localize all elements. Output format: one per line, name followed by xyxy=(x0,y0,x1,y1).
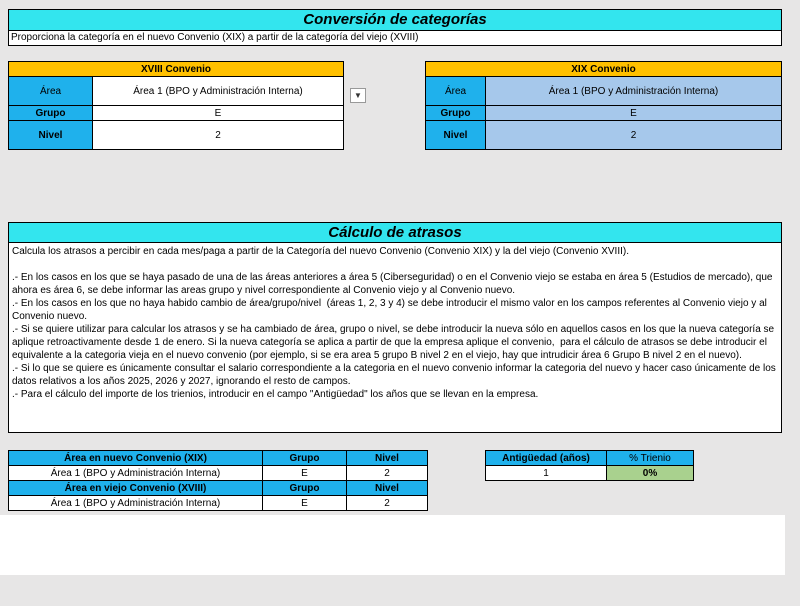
new-grupo-input[interactable]: E xyxy=(263,466,347,481)
conversion-title: Conversión de categorías xyxy=(8,9,782,31)
new-convenio-header: XIX Convenio xyxy=(426,62,782,77)
atrasos-title: Cálculo de atrasos xyxy=(8,222,782,243)
new-grupo-label: Grupo xyxy=(426,106,486,121)
area-dropdown-button[interactable] xyxy=(350,88,366,103)
instruction-paragraph: .- Si lo que se quiere es únicamente consultar el salario correspondiente a la categoria en el nuevo convenio informar la categoria del nuevo y hacer caso únicamente de los datos relativos a los años 2025, 2026 y 2027, ignorando el resto de campos. xyxy=(12,363,779,387)
old-area-col-header: Área en viejo Convenio (XVIII) xyxy=(9,481,263,496)
new-area-input[interactable]: Área 1 (BPO y Administración Interna) xyxy=(9,466,263,481)
instruction-paragraph: .- En los casos en los que no haya habido cambio de área/grupo/nivel (áreas 1, 2, 3 y 4) se debe introducir el mismo valor en los campos referentes al Convenio viejo y al Convenio nuevo. xyxy=(12,298,770,322)
antiguedad-input[interactable]: 1 xyxy=(486,466,607,481)
old-nivel-label: Nivel xyxy=(9,121,93,150)
instruction-paragraph: .- En los casos en los que se haya pasado de una de las áreas anteriores a área 5 (Ciberseguridad) o en el Convenio viejo se estaba en área 5 (Estudios de mercado), que ahora es área 6, se debe informar las areas grupo y nivel correspondiente al Convenio viejo y al Convenio nuevo. xyxy=(12,272,776,296)
old-convenio-header: XVIII Convenio xyxy=(9,62,344,77)
old-convenio-table xyxy=(8,61,344,150)
new-area-cell: Área 1 (BPO y Administración Interna) xyxy=(486,77,782,106)
conversion-subtitle: Proporciona la categoría en el nuevo Convenio (XIX) a partir de la categoría del viejo (XVIII) xyxy=(8,31,782,46)
atrasos-instructions xyxy=(8,243,782,433)
antiguedad-table xyxy=(485,450,694,481)
atrasos-area-table xyxy=(8,450,428,511)
antiguedad-header: Antigüedad (años) xyxy=(486,451,607,466)
old-nivel-col-header: Nivel xyxy=(347,481,428,496)
old-grupo-label: Grupo xyxy=(9,106,93,121)
old-grupo-input[interactable]: E xyxy=(263,496,347,511)
instruction-paragraph: .- Si se quiere utilizar para calcular los atrasos y se ha cambiado de área, grupo o nivel, se debe introducir la nueva sólo en aquellos casos en los que la nueva categoría se aplique retroactivamente desde 1 de enero. Si la nueva categoría se aplica a partir de que la empresa aplique el convenio, para el cálculo de atrasos se debe introducir el equivalente a la categoria vieja en el nuevo convenio (por ejemplo, si se era area 5 grupo B nivel 2 en el viejo, hay que intrudicir área 6 Grupo B nivel 2 en el nuevo). xyxy=(12,324,777,361)
new-grupo-col-header: Grupo xyxy=(263,451,347,466)
blank-sheet-area xyxy=(0,515,785,575)
old-area-label: Área xyxy=(9,77,93,106)
old-nivel-cell[interactable]: 2 xyxy=(93,121,344,150)
chevron-down-icon: ▼ xyxy=(354,91,362,100)
new-area-col-header: Área en nuevo Convenio (XIX) xyxy=(9,451,263,466)
old-area-input[interactable]: Área 1 (BPO y Administración Interna) xyxy=(9,496,263,511)
new-nivel-input[interactable]: 2 xyxy=(347,466,428,481)
new-nivel-cell: 2 xyxy=(486,121,782,150)
instruction-paragraph xyxy=(12,258,778,271)
new-convenio-table xyxy=(425,61,782,150)
old-grupo-cell[interactable]: E xyxy=(93,106,344,121)
old-grupo-col-header: Grupo xyxy=(263,481,347,496)
trienio-value: 0% xyxy=(607,466,694,481)
new-nivel-label: Nivel xyxy=(426,121,486,150)
old-nivel-input[interactable]: 2 xyxy=(347,496,428,511)
instruction-paragraph: .- Para el cálculo del importe de los trienios, introducir en el campo "Antigüedad" los años que se llevan en la empresa. xyxy=(12,389,539,400)
new-nivel-col-header: Nivel xyxy=(347,451,428,466)
old-area-cell[interactable]: Área 1 (BPO y Administración Interna) xyxy=(93,77,344,106)
instruction-paragraph: Calcula los atrasos a percibir en cada mes/paga a partir de la Categoría del nuevo Convenio (Convenio XIX) y la del viejo (Convenio XVIII). xyxy=(12,246,629,257)
new-area-label: Área xyxy=(426,77,486,106)
new-grupo-cell: E xyxy=(486,106,782,121)
trienio-header: % Trienio xyxy=(607,451,694,466)
